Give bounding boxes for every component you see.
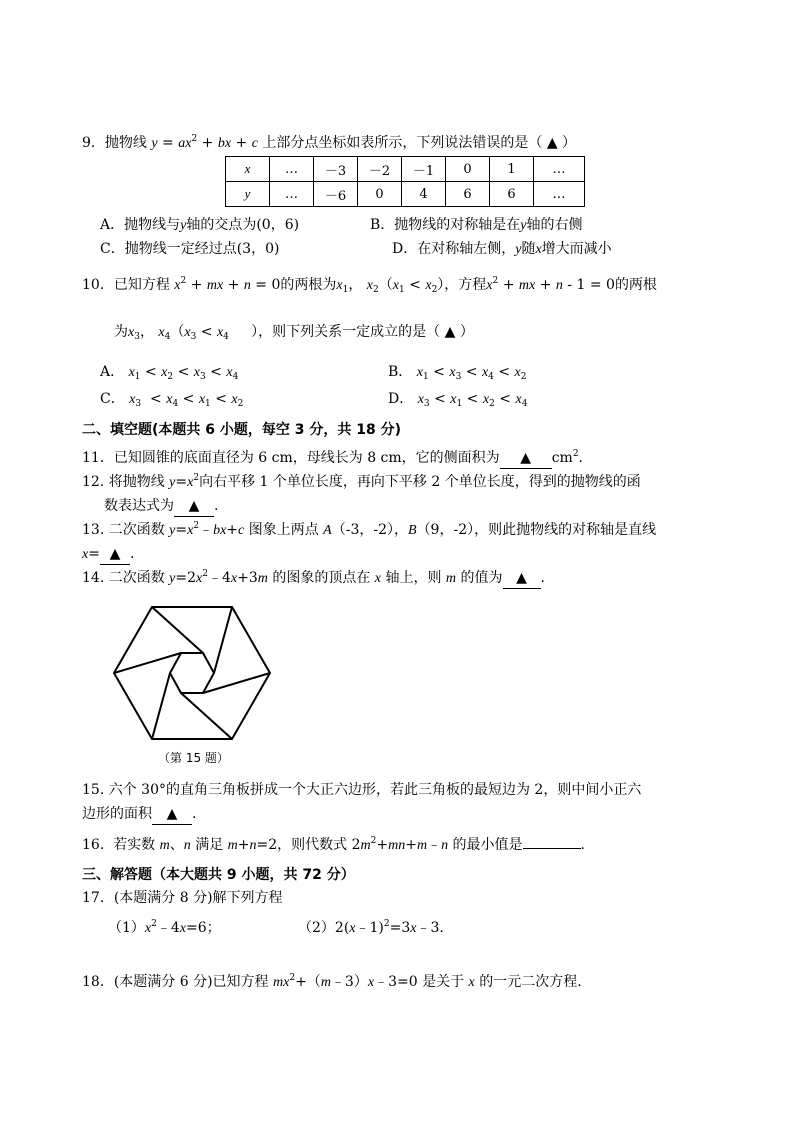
table-cell: －2	[358, 157, 402, 182]
q10-stem-line1: 10．已知方程 $x^2$ + mx + n = 0的两根为$x_1$， $x_2(x_1 < x_2)$，方程$x^2$ + mx + n - 1 = 0的两根	[82, 276, 657, 295]
table-cell: 1	[490, 157, 534, 182]
q9-stem: 9．抛物线 $y = ax^2$ + bx + c 上部分点坐标如表所示，下列说法错误的是（ ▲ ）	[82, 134, 577, 151]
answer-triangle-marker: ▲	[444, 324, 456, 340]
outer-hexagon	[114, 607, 270, 739]
table-row	[226, 157, 585, 182]
answer-triangle-marker: ▲	[100, 544, 130, 565]
table-cell: …	[534, 182, 585, 207]
table-cell: －6	[314, 182, 358, 207]
answer-triangle-marker: ▲	[500, 448, 552, 469]
q12-line1: 12. 将抛物线 $y=x^2$向右平移 1 个单位长度，再向下平移 2 个单位长度，得到的抛物线的函	[82, 473, 641, 490]
q10-option-a: A． $x_1 < x_2 < x_3 < x_4$	[100, 364, 239, 382]
table-cell: 6	[446, 182, 490, 207]
q13-line1: 13. 二次函数 $y=x^2﹣bx+c$ 图象上两点 A（-3，-2），B（9，-2），则此抛物线的对称轴是直线	[82, 521, 657, 538]
table-cell: …	[270, 157, 314, 182]
q15-line1: 15. 六个 30°的直角三角板拼成一个大正六边形，若此三角板的最短边为 2，则中间小正六	[82, 782, 642, 798]
answer-triangle-marker: ▲	[503, 568, 541, 589]
answer-triangle-marker: ▲	[152, 804, 192, 825]
q18: 18．(本题满分 6 分)已知方程 $mx^2+(m﹣3)x﹣3=0$ 是关于 x 的一元二次方程.	[82, 973, 582, 990]
q9-option-c: C．抛物线一定经过点(3，0)	[100, 241, 280, 257]
q14: 14. 二次函数 $y=2x^2﹣4x+3m$ 的图象的顶点在 x 轴上，则 m 的值为 ▲ .	[82, 568, 545, 589]
q10-stem-line2: 为$x_3$， $x_4(x_3 < x_4$ ），则下列关系一定成立的是（ ▲ ）	[114, 324, 474, 342]
q10-option-d: D． $x_3 < x_1 < x_2 < x_4$	[388, 391, 528, 409]
triangle-edge	[152, 673, 170, 739]
table-cell: －3	[314, 157, 358, 182]
triangle-edge	[214, 607, 232, 673]
q17-part1: $(1)x^2﹣4x=6$；	[108, 919, 221, 936]
q9-option-b: B．抛物线的对称轴是在y轴的右侧	[370, 217, 583, 233]
table-cell: y	[226, 182, 270, 207]
q10-option-b: B． $x_1 < x_3 < x_4 < x_2$	[388, 364, 527, 382]
table-cell: 6	[490, 182, 534, 207]
q11: 11．已知圆锥的底面直径为 6 cm，母线长为 8 cm，它的侧面积为 ▲ $cm^2$.	[82, 448, 583, 469]
q17-part2: （2）2(x﹣1)$^2$=3x﹣3．	[298, 919, 454, 936]
triangle-edge	[152, 607, 203, 653]
q13-line2: x= ▲ .	[82, 544, 134, 565]
table-row	[226, 182, 585, 207]
q9-value-table	[225, 156, 585, 207]
hexagon-figure	[112, 603, 272, 743]
triangle-edge	[181, 693, 232, 739]
q17: 17．(本题满分 8 分)解下列方程	[82, 890, 283, 906]
figure-caption: （第 15 题）	[158, 751, 229, 765]
answer-blank	[523, 848, 581, 849]
q10-option-c: C． $x_3 < x_4 < x_1 < x_2$	[100, 391, 244, 409]
section-2-heading: 二、填空题(本题共 6 小题，每空 3 分，共 18 分)	[82, 422, 402, 438]
q12-line2: 数表达式为 ▲ .	[104, 496, 218, 517]
inner-hexagon	[170, 653, 214, 693]
table-cell: 0	[358, 182, 402, 207]
answer-triangle-marker: ▲	[546, 135, 558, 151]
table-cell: x	[226, 157, 270, 182]
table-cell: 0	[446, 157, 490, 182]
q16: 16. 若实数 m、n 满足 m+n=2，则代数式 $2m^2+mn+m﹣n$ 的最小值是 .	[82, 836, 585, 853]
q9-option-d: D．在对称轴左侧，y随x增大而减小	[392, 241, 612, 257]
q9-option-a: A．抛物线与y轴的交点为(0，6)	[100, 217, 300, 233]
answer-triangle-marker: ▲	[174, 496, 214, 517]
q15-line2: 边形的面积 ▲ .	[82, 804, 196, 825]
table-cell: －1	[402, 157, 446, 182]
table-cell: 4	[402, 182, 446, 207]
table-cell: …	[270, 182, 314, 207]
section-3-heading: 三、解答题（本大题共 9 小题，共 72 分）	[82, 867, 355, 883]
table-cell: …	[534, 157, 585, 182]
